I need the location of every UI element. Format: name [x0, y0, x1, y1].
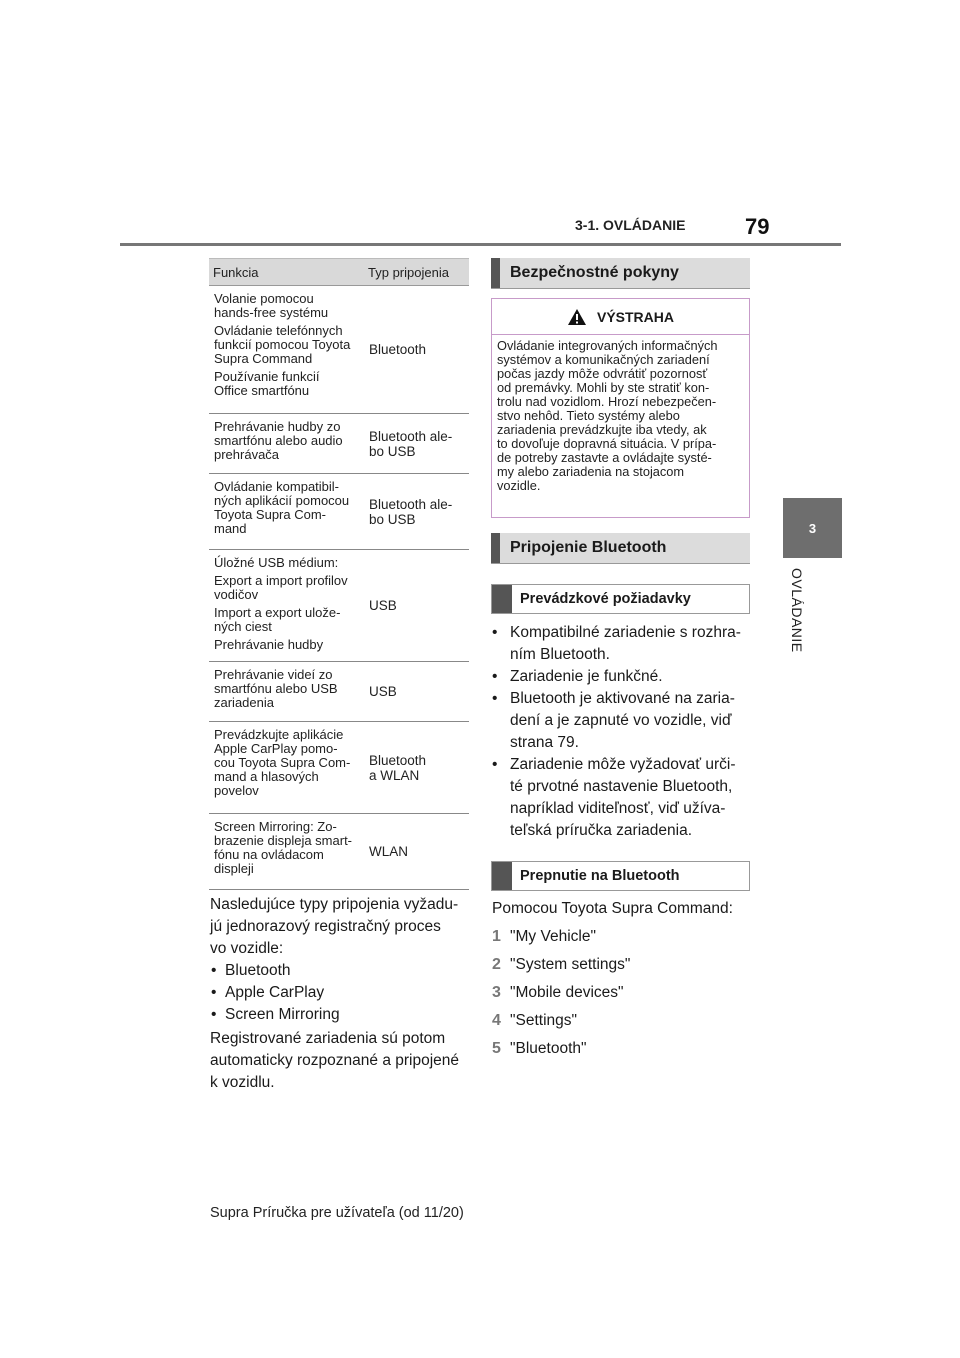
list-item-text: Bluetooth je aktivované na zaria- dení a je zapnuté vo vozidle, viď strana 79.	[510, 690, 735, 751]
step-text: "Settings"	[510, 1012, 578, 1029]
function-text: Prehrávanie hudby	[214, 637, 324, 652]
warning-icon	[567, 308, 587, 326]
list-item: • Zariadenie môže vyžadovať urči- té prvotné nastavenie Bluetooth, napríklad viditeľnosť, viď užíva- teľská príručka zariadenia.	[492, 754, 752, 842]
warning-text: Ovládanie integrovaných informačných systémov a komunikačných zariadení počas jazdy môže odvrátiť pozornosť od premávky. Mohli by ste stratiť kon- trolu nad vozidlom. Hrozí nebezpečen- stvo nehôd. Tieto systémy alebo zariadenia prevádzkujte iba vtedy, ak to dovoľuje dopravná situácia. V prípa- de potreby zastavte a ovládajte systé- my alebo zariadenia na stojacom vozidle.	[497, 338, 718, 493]
col-header-function: Funkcia	[213, 264, 259, 280]
function-text: Screen Mirroring: Zo- brazenie displeja smart- fónu na ovládacom displeji	[214, 819, 353, 876]
heading-rule	[491, 563, 750, 564]
function-text: Ovládanie kompatibil- ných aplikácií pomocou Toyota Supra Com- mand	[214, 479, 350, 536]
table-cell-function	[209, 414, 369, 473]
registration-intro	[210, 894, 468, 960]
function-text: Úložné USB médium:	[214, 555, 339, 570]
step-item	[492, 951, 630, 979]
table-cell-function	[209, 474, 369, 549]
requirements-heading-label: Prevádzkové požiadavky	[520, 591, 691, 607]
table-row	[209, 662, 469, 722]
function-text: Prehrávanie videí zo smartfónu alebo USB zariadenia	[214, 667, 338, 710]
list-item: • Screen Mirroring	[211, 1006, 340, 1023]
heading-marker	[491, 258, 500, 288]
table-cell-type: Bluetooth	[369, 342, 427, 357]
registration-closing	[210, 1028, 468, 1094]
table-cell-function	[209, 286, 369, 413]
step-item	[492, 979, 630, 1007]
list-item-text: Bluetooth	[225, 962, 291, 979]
list-item: • Bluetooth	[211, 962, 291, 979]
step-item	[492, 923, 630, 951]
table-row	[209, 474, 469, 550]
header-rule	[120, 243, 841, 246]
list-item: • Zariadenie je funkčné.	[492, 666, 752, 688]
section-title: 3-1. OVLÁDANIE	[575, 217, 686, 233]
step-text: "Bluetooth"	[510, 1040, 587, 1057]
page-number: 79	[745, 214, 770, 239]
step-number: 2	[492, 956, 501, 973]
function-text: Import a export ulože- ných ciest	[214, 605, 341, 634]
list-item-text: Zariadenie môže vyžadovať urči- té prvotné nastavenie Bluetooth, napríklad viditeľnosť, viď užíva- teľská príručka zariadenia.	[510, 756, 736, 839]
table-cell-type: WLAN	[369, 844, 409, 859]
table-row	[209, 814, 469, 890]
function-text: Prevádzkujte aplikácie Apple CarPlay pomo- cou Toyota Supra Com- mand a hlasových povelov	[214, 727, 351, 798]
function-text: Volanie pomocou hands-free systému	[214, 291, 329, 320]
bluetooth-heading-label: Pripojenie Bluetooth	[510, 539, 667, 556]
step-text: "Mobile devices"	[510, 984, 624, 1001]
table-cell-type: USB	[369, 684, 397, 699]
safety-heading-label: Bezpečnostné pokyny	[510, 264, 679, 281]
step-item	[492, 1007, 630, 1035]
heading-rule	[491, 288, 750, 289]
function-text: Používanie funkcií Office smartfónu	[214, 369, 320, 398]
warning-title	[492, 299, 749, 335]
chapter-label: OVLÁDANIE	[789, 568, 805, 653]
list-item: • Kompatibilné zariadenie s rozhra- ním Bluetooth.	[492, 622, 752, 666]
list-item-text: Screen Mirroring	[225, 1006, 340, 1023]
step-item	[492, 1035, 630, 1063]
safety-heading	[491, 258, 750, 288]
function-text: Ovládanie telefónnych funkcií pomocou Toyota Supra Command	[214, 323, 351, 366]
connection-table	[209, 258, 469, 890]
switch-heading	[491, 861, 750, 891]
bluetooth-heading	[491, 533, 750, 563]
requirements-list	[492, 622, 752, 842]
step-number: 1	[492, 928, 501, 945]
list-item-text: Kompatibilné zariadenie s rozhra- ním Bluetooth.	[510, 624, 741, 663]
step-number: 5	[492, 1040, 501, 1057]
list-item: • Bluetooth je aktivované na zaria- dení a je zapnuté vo vozidle, viď strana 79.	[492, 688, 752, 754]
footer-text: Supra Príručka pre užívateľa (od 11/20)	[210, 1205, 464, 1221]
step-text: "My Vehicle"	[510, 928, 596, 945]
steps-list	[492, 923, 630, 1063]
step-text: "System settings"	[510, 956, 631, 973]
registration-closing-text: Registrované zariadenia sú potom automaticky rozpoznané a pripojené k vozidlu.	[210, 1030, 460, 1091]
table-row	[209, 414, 469, 474]
table-cell-type: USB	[369, 598, 397, 613]
steps-intro: Pomocou Toyota Supra Command:	[492, 900, 733, 917]
list-item-text: Zariadenie je funkčné.	[510, 668, 663, 685]
connection-type-list	[211, 960, 469, 1026]
warning-title-text: VÝSTRAHA	[596, 308, 674, 325]
list-item-text: Apple CarPlay	[225, 984, 325, 1001]
table-row	[209, 286, 469, 414]
function-text: Prehrávanie hudby zo smartfónu alebo audio prehrávača	[214, 419, 343, 462]
table-header	[209, 258, 469, 286]
heading-marker	[491, 533, 500, 563]
table-cell-function	[209, 814, 369, 889]
table-row	[209, 550, 469, 662]
list-item: • Apple CarPlay	[211, 984, 325, 1001]
function-text: Export a import profilov vodičov	[214, 573, 348, 602]
col-header-type: Typ pripojenia	[368, 264, 449, 280]
table-cell-type: Bluetooth ale- bo USB	[369, 496, 453, 527]
table-cell-function	[209, 662, 369, 721]
table-row	[209, 722, 469, 814]
warning-box	[491, 298, 750, 518]
registration-intro-text: Nasledujúce typy pripojenia vyžadu- jú jednorazový registračný proces vo vozidle:	[210, 896, 459, 957]
subheading-marker	[492, 585, 512, 613]
table-cell-function	[209, 550, 369, 661]
switch-heading-label: Prepnutie na Bluetooth	[520, 868, 680, 884]
chapter-tab: 3	[783, 498, 842, 558]
step-number: 3	[492, 984, 501, 1001]
subheading-marker	[492, 862, 512, 890]
requirements-heading	[491, 584, 750, 614]
table-cell-function	[209, 722, 369, 813]
step-number: 4	[492, 1012, 501, 1029]
table-cell-type: Bluetooth ale- bo USB	[369, 428, 453, 459]
table-cell-type: Bluetooth a WLAN	[369, 752, 427, 783]
